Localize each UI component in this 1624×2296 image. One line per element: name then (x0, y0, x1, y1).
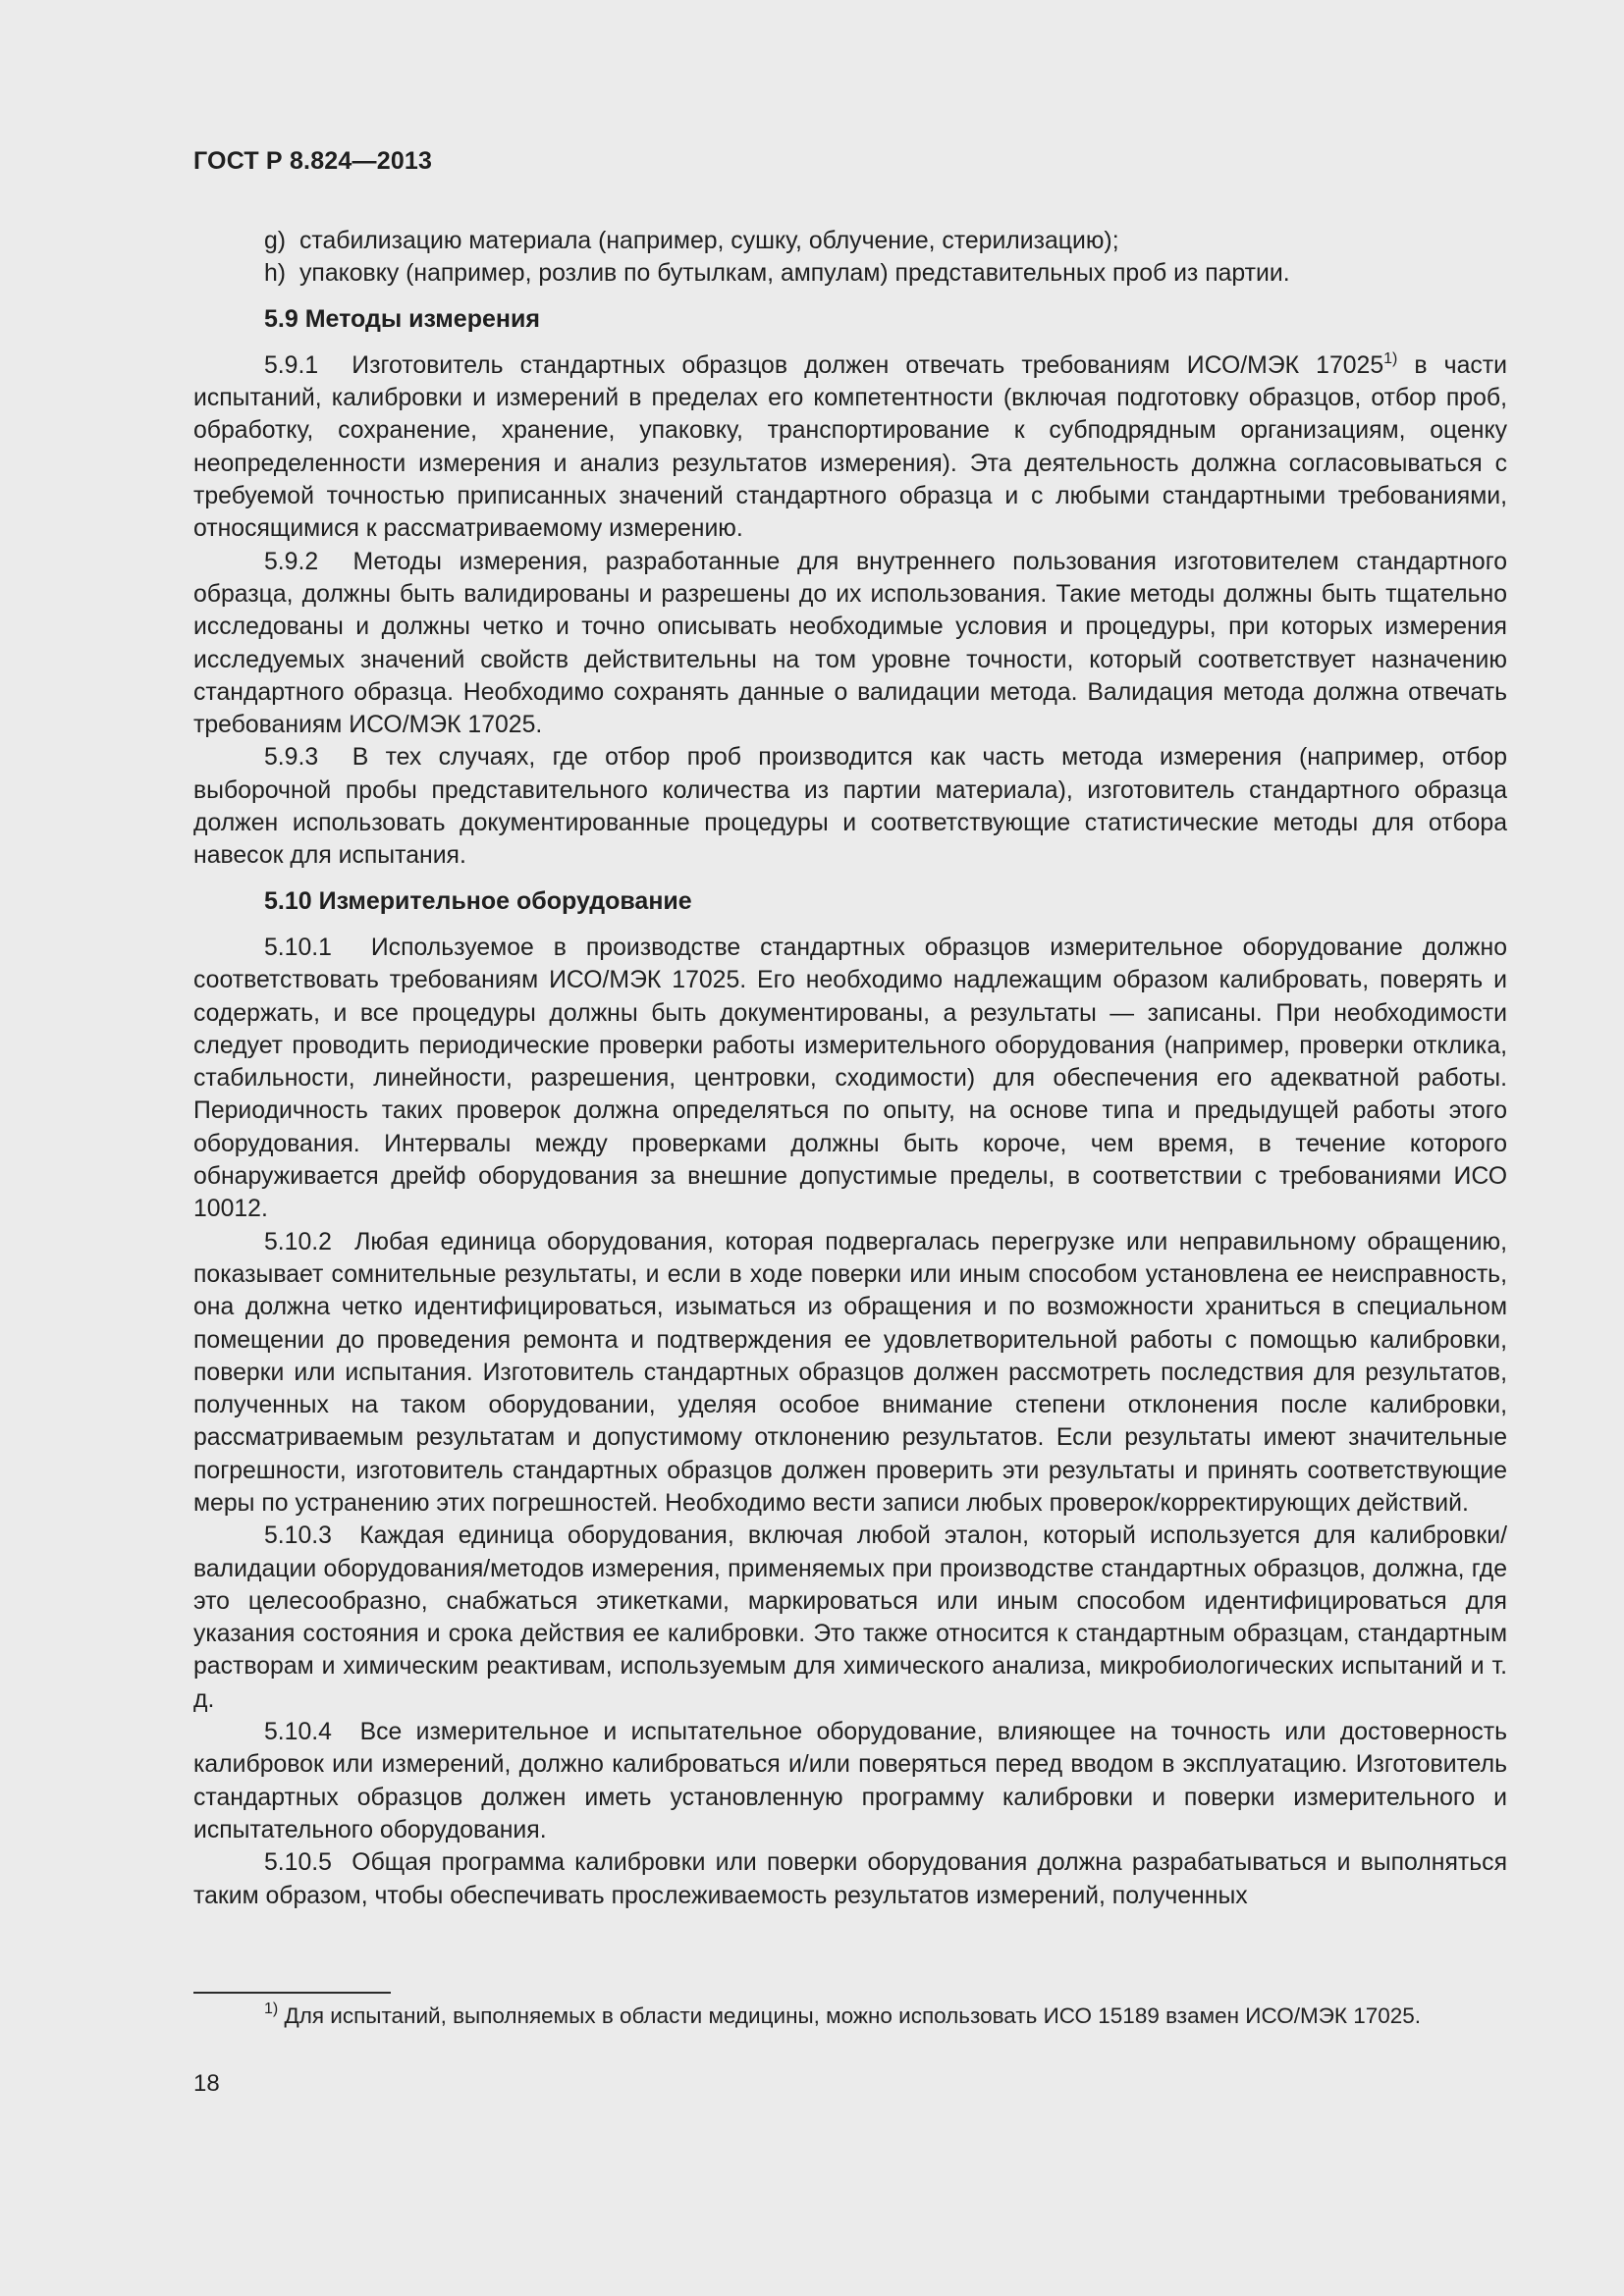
paragraph-text: Общая программа калибровки или поверки оборудования должна разрабатываться и выполняться таким образом, чтобы обеспечивать прослеживаемость результатов измерений, полученных (193, 1849, 1507, 1909)
clause-number: 5.9.1 (264, 351, 319, 379)
paragraph-text: Методы измерения, разработанные для внутреннего пользования изготовителем стандартного образца, должны быть валидированы и разрешены до их использования. Такие методы должны быть тщательно исследованы и должны четко и точно описывать необходимые условия и процедуры, при которых измерения исследуемых значений свойств действительны на том уровне точности, который соответствует назначению стандартного образца. Необходимо сохранять данные о валидации метода. Валидация метода должна отвечать требованиям ИСО/МЭК 17025. (193, 548, 1508, 739)
list-item-g (193, 225, 1507, 257)
section-heading-5-9: 5.9 Методы измерения (264, 304, 540, 333)
clause-number: 5.10.2 (264, 1228, 332, 1255)
footnote-marker: 1) (264, 2001, 279, 2017)
paragraph-5-10-1 (193, 932, 1507, 1226)
clause-number: 5.9.2 (264, 548, 319, 575)
paragraph-5-10-5 (193, 1846, 1507, 1912)
document-body (193, 225, 1507, 1912)
paragraph-5-9-1 (193, 349, 1507, 546)
paragraph-text: Все измерительное и испытательное оборудование, влияющее на точность или достоверность калибровок или измерений, должно калиброваться и/или поверяться перед вводом в эксплуатацию. Изготовитель стандартных образцов должен иметь установленную программу калибровки и поверки измерительного и испытательного оборудования. (193, 1719, 1507, 1843)
footnote-text (193, 2002, 1507, 2031)
footnote-separator (193, 1992, 391, 1994)
paragraph-text: в части испытаний, калибровки и измерений в пределах его компетентности (включая подготовку образцов, отбор проб, обработку, сохранение, хранение, упаковку, транспортирование к субподрядным организациям, оценку неопределенности измерения и анализ результатов измерения). Эта деятельность должна согласовываться с требуемой точностью приписанных значений стандартного образца и с любыми стандартными требованиями, относящимися к рассматриваемому измерению. (193, 351, 1507, 543)
clause-number: 5.10.1 (264, 934, 332, 961)
list-text: стабилизацию материала (например, сушку, облучение, стерилизацию); (299, 228, 1119, 254)
paragraph-text: Изготовитель стандартных образцов должен отвечать требованиям ИСО/МЭК 17025 (352, 351, 1384, 379)
paragraph-5-9-2 (193, 546, 1507, 742)
document-header: ГОСТ Р 8.824—2013 (193, 147, 433, 175)
clause-number: 5.10.5 (264, 1849, 332, 1877)
list-label: g) (264, 228, 287, 254)
paragraph-5-9-3 (193, 741, 1507, 872)
list-text: упаковку (например, розлив по бутылкам, ампулам) представительных проб из партии. (299, 260, 1290, 288)
clause-number: 5.10.4 (264, 1719, 332, 1746)
paragraph-5-10-2 (193, 1226, 1507, 1521)
list-item-h (193, 257, 1507, 290)
footnote (193, 2002, 1507, 2031)
list-label: h) (264, 260, 287, 288)
paragraph-text: Каждая единица оборудования, включая любой эталон, который используется для калибровки/валидации оборудования/методов измерения, применяемых при производстве стандартных образцов, должна, где это целесообразно, снабжаться этикетками, маркироваться или иным способом идентифицироваться для указания состояния и срока действия ее калибровки. Это также относится к стандартным образцам, стандартным растворам и химическим реактивам, используемым для химического анализа, микробиологических испытаний и т. д. (193, 1522, 1507, 1713)
paragraph-text: Используемое в производстве стандартных образцов измерительное оборудование должно соответствовать требованиям ИСО/МЭК 17025. Его необходимо надлежащим образом калибровать, поверять и содержать, и все процедуры должны быть документированы, а результаты — записаны. При необходимости следует проводить периодические проверки работы измерительного оборудования (например, проверки отклика, стабильности, линейности, разрешения, центровки, сходимости) для обеспечения его адекватной работы. Периодичность таких проверок должна определяться по опыту, на основе типа и предыдущей работы этого оборудования. Интервалы между проверками должны быть короче, чем время, в течение которого обнаруживается дрейф оборудования за внешние допустимые пределы, в соответствии с требованиями ИСО 10012. (193, 934, 1507, 1223)
paragraph-text: Любая единица оборудования, которая подвергалась перегрузке или неправильному обращению, показывает сомнительные результаты, и если в ходе поверки или иным способом установлена ее неисправность, она должна четко идентифицироваться, изыматься из обращения и по возможности храниться в специальном помещении до проведения ремонта и подтверждения ее удовлетворительной работы с помощью калибровки, поверки или испытания. Изготовитель стандартных образцов должен рассмотреть последствия для результатов, полученных на таком оборудовании, уделяя особое внимание степени отклонения после калибровки, рассматриваемым результатам и допустимому отклонению результатов. Если результаты имеют значительные погрешности, изготовитель стандартных образцов должен проверить эти результаты и принять соответствующие меры по устранению этих погрешностей. Необходимо вести записи любых проверок/корректирующих действий. (193, 1228, 1508, 1517)
paragraph-5-10-3 (193, 1520, 1507, 1716)
clause-number: 5.10.3 (264, 1522, 332, 1550)
footnote-body: Для испытаний, выполняемых в области медицины, можно использовать ИСО 15189 взамен ИСО/МЭК 17025. (284, 2003, 1422, 2028)
paragraph-text: В тех случаях, где отбор проб производится как часть метода измерения (например, отбор выборочной пробы представительного количества из партии материала), изготовитель стандартного образца должен использовать документированные процедуры и соответствующие статистические методы для отбора навесок для испытания. (193, 744, 1507, 870)
paragraph-5-10-4 (193, 1716, 1507, 1846)
section-heading-5-10: 5.10 Измерительное оборудование (264, 886, 692, 915)
clause-number: 5.9.3 (264, 744, 319, 772)
page-number: 18 (193, 2070, 220, 2097)
footnote-reference[interactable]: 1) (1383, 349, 1398, 367)
